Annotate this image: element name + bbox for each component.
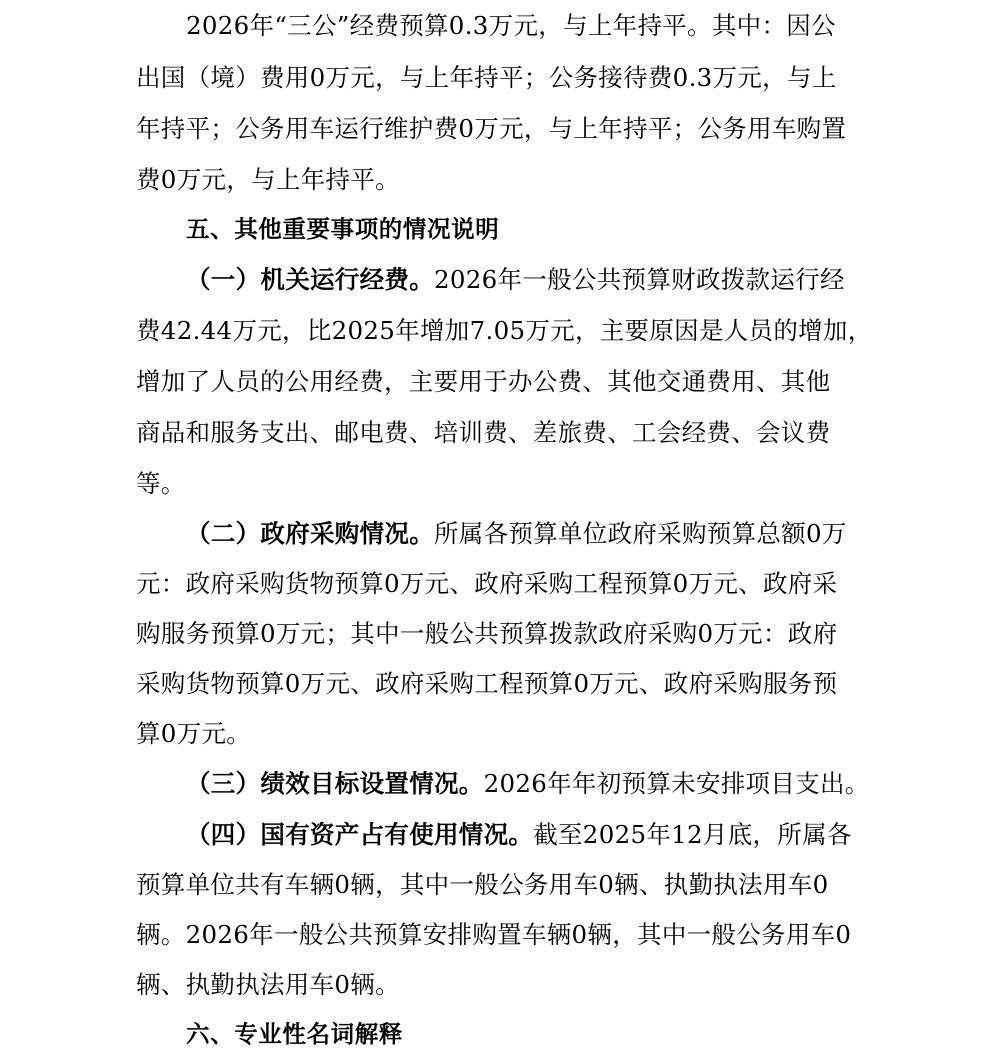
item-text: 2026年一般公共预算财政拨款运行经: [434, 265, 845, 294]
paragraph-line: [186, 818, 852, 852]
paragraph-line: 费42.44万元，比2025年增加7.05万元，主要原因是人员的增加，: [136, 316, 873, 345]
item-text: 2026年年初预算未安排项目支出。: [483, 769, 870, 798]
item-title: （三）绩效目标设置情况。: [186, 769, 484, 798]
paragraph-line: 2026年“三公”经费预算0.3万元，与上年持平。其中：因公: [186, 11, 836, 40]
paragraph-line: 采购货物预算0万元、政府采购工程预算0万元、政府采购服务预: [136, 669, 838, 698]
item-text: 所属各预算单位政府采购预算总额0万: [434, 519, 847, 548]
paragraph-line: 辆、执勤执法用车0辆。: [136, 970, 400, 999]
paragraph-line: 费0万元，与上年持平。: [136, 165, 400, 194]
item-title: （一）机关运行经费。: [186, 265, 434, 294]
item-text: 截至2025年12月底，所属各: [533, 820, 852, 849]
paragraph-line: [186, 767, 870, 801]
paragraph-line: 预算单位共有车辆0辆，其中一般公务用车0辆、执勤执法用车0: [136, 870, 829, 899]
paragraph-line: 出国（境）费用0万元，与上年持平；公务接待费0.3万元，与上: [136, 63, 837, 92]
paragraph-line: 年持平；公务用车运行维护费0万元，与上年持平；公务用车购置: [136, 114, 847, 143]
paragraph-line: [186, 517, 847, 551]
paragraph-line: 元：政府采购货物预算0万元、政府采购工程预算0万元、政府采: [136, 569, 838, 598]
paragraph-line: 辆。2026年一般公共预算安排购置车辆0辆，其中一般公务用车0: [136, 920, 852, 949]
section-heading: 六、专业性名词解释: [186, 1020, 403, 1048]
paragraph-line: 商品和服务支出、邮电费、培训费、差旅费、工会经费、会议费: [136, 418, 831, 447]
paragraph-line: 等。: [136, 469, 186, 498]
paragraph-line: 算0万元。: [136, 719, 252, 748]
item-title: （四）国有资产占有使用情况。: [186, 820, 534, 849]
paragraph-line: [186, 263, 845, 297]
item-title: （二）政府采购情况。: [186, 519, 434, 548]
paragraph-line: 购服务预算0万元；其中一般公共预算拨款政府采购0万元：政府: [136, 619, 838, 648]
paragraph-line: 增加了人员的公用经费，主要用于办公费、其他交通费用、其他: [136, 367, 831, 396]
section-heading: 五、其他重要事项的情况说明: [186, 215, 500, 243]
